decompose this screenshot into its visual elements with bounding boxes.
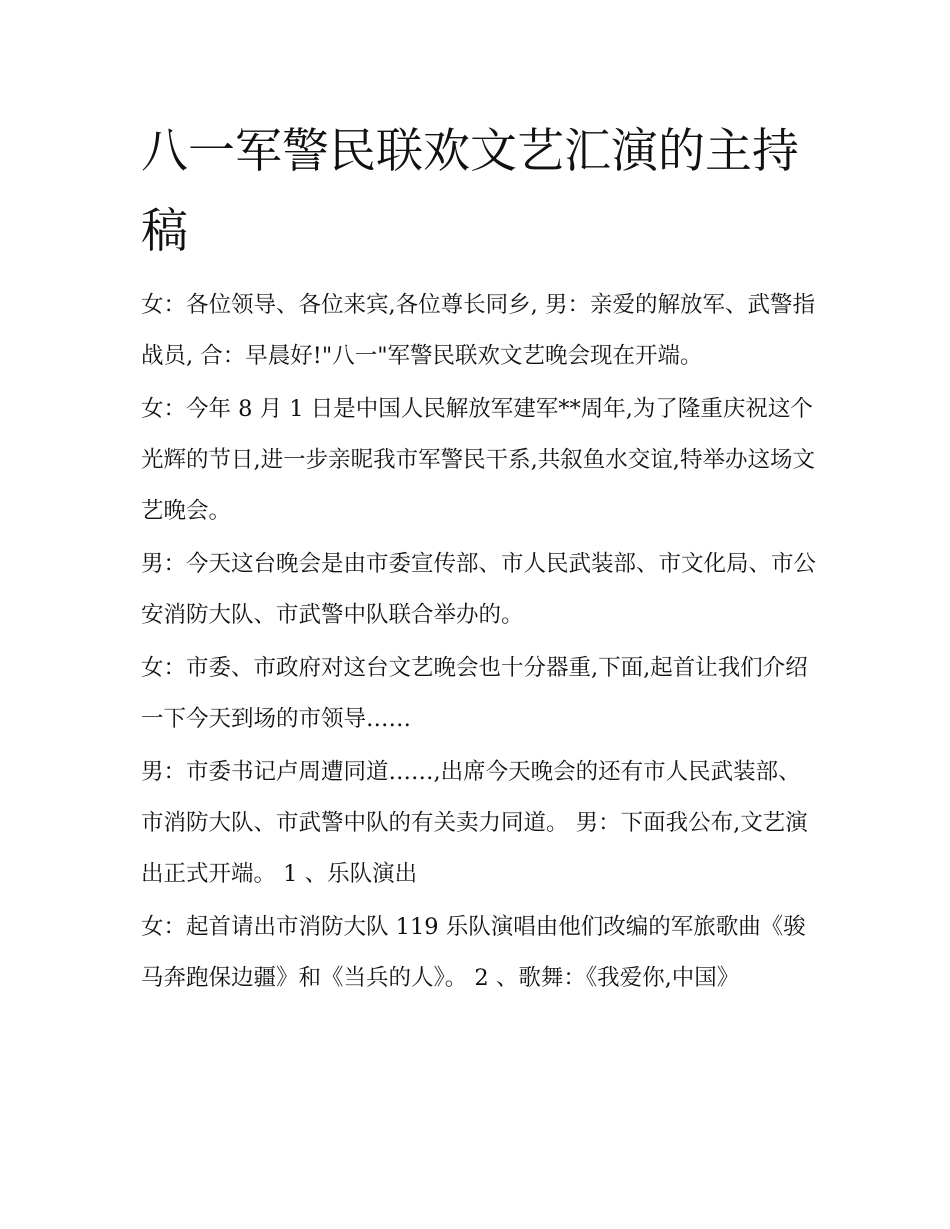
paragraph-leaders-intro: 女：市委、市政府对这台文艺晚会也十分器重,下面,起首让我们介绍一下今天到场的市领导……: [141, 655, 808, 732]
paragraph-attendees: 男：市委书记卢周遭同道……,出席今天晚会的还有市人民武装部、市消防大队、市武警中队的有关卖力同道。 男：下面我公布,文艺演出正式开端。 1 、乐队演出: [141, 759, 808, 887]
paragraph-anniversary: 女：今年 8 月 1 日是中国人民解放军建军**周年,为了隆重庆祝这个光辉的节日,进一步亲昵我市军警民干系,共叙鱼水交谊,特举办这场文艺晚会。: [141, 396, 815, 524]
document-title: 八一军警民联欢文艺汇演的主持稿: [141, 124, 799, 259]
paragraph-first-performance: 女：起首请出市消防大队 119 乐队演唱由他们改编的军旅歌曲《骏马奔跑保边疆》和《当兵的人》。 2 、歌舞：《我爱你,中国》: [141, 914, 806, 991]
paragraph-organizers: 男：今天这台晚会是由市委宣传部、市人民武装部、市文化局、市公安消防大队、市武警中队联合举办的。: [141, 551, 817, 628]
paragraph-opening: 女：各位领导、各位来宾,各位尊长同乡, 男：亲爱的解放军、武警指战员, 合：早晨好!"八一"军警民联欢文艺晚会现在开端。: [141, 292, 815, 369]
